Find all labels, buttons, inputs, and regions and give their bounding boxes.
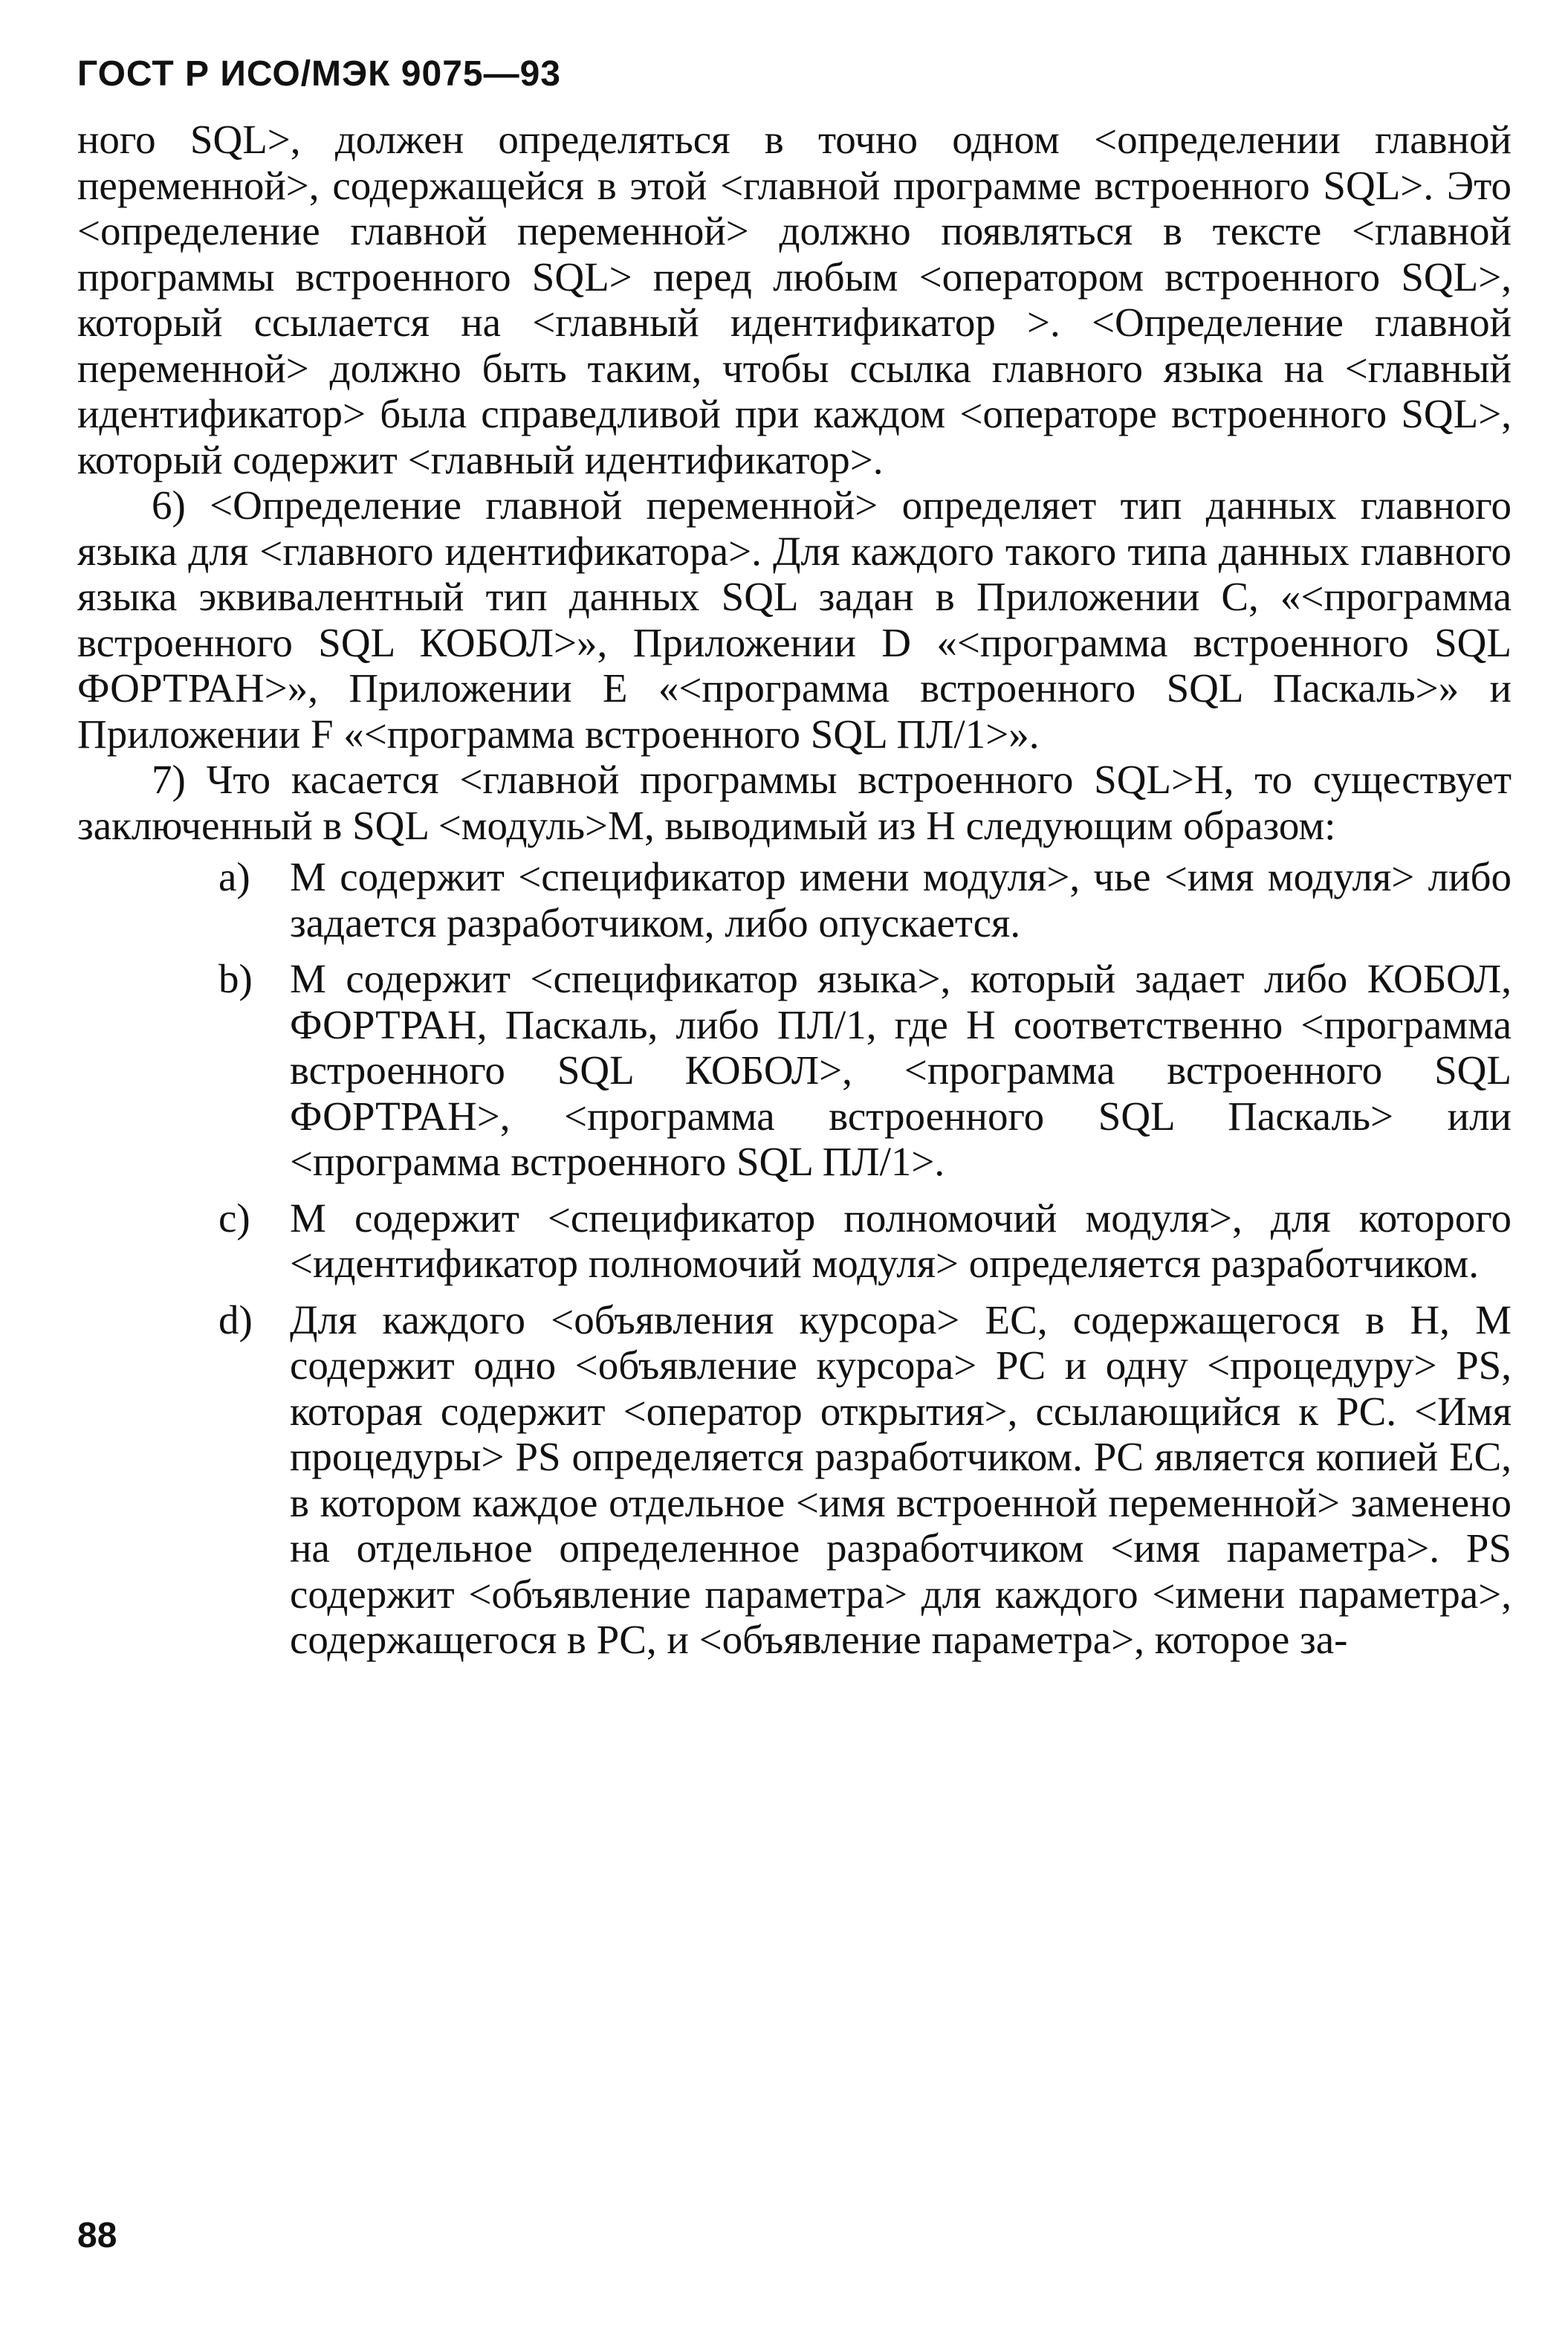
item-marker: b) [218, 956, 253, 1001]
page-number: 88 [77, 2216, 117, 2255]
item-marker: c) [218, 1195, 250, 1241]
list-item-a [77, 854, 1512, 946]
item-text: М содержит <спецификатор полномочий модуля>, для которого <идентификатор полномочий модуля> определяется разработчиком. [290, 1195, 1512, 1286]
item-marker: a) [218, 854, 250, 899]
item-list [77, 854, 1512, 1663]
item-text: Для каждого <объявления курсора> ЕС, содержащегося в Н, М содержит одно <объявление курсора> PC и одну <процедуру> PS, которая содержит <оператор открытия>, ссылающийся к PC. <Имя процедуры> PS определяется разработчиком. PC является копией ЕС, в котором каждое отдельное <имя встроенной переменной> заменено на отдельное определенное разработчиком <имя параметра>. PS содержит <объявление параметра> для каждого <имени параметра>, содержащегося в PC, и <объявление параметра>, которое за- [290, 1296, 1512, 1662]
document-page [77, 54, 1512, 1673]
item-text: М содержит <спецификатор языка>, который задает либо КОБОЛ, ФОРТРАН, Паскаль, либо ПЛ/1, где Н соответственно <программа встроенного SQL КОБОЛ>, <программа встроенного SQL ФОРТРАН>, <программа встроенного SQL Паскаль> или <программа встроенного SQL ПЛ/1>. [290, 956, 1512, 1184]
paragraph-7: 7) Что касается <главной программы встроенного SQL>H, то существует заключенный в SQL <модуль>M, выводимый из Н следующим образом: [77, 757, 1512, 848]
paragraph-6: 6) <Определение главной переменной> определяет тип данных главного языка для <главного идентификатора>. Для каждого такого типа данных главного языка эквивалентный тип данных SQL задан в Приложении С, «<программа встроенного SQL КОБОЛ>», Приложении D «<программа встроенного SQL ФОРТРАН>», Приложении Е «<программа встроенного SQL Паскаль>» и Приложении F «<программа встроенного SQL ПЛ/1>». [77, 482, 1512, 757]
list-item-b [77, 956, 1512, 1185]
item-marker: d) [218, 1296, 253, 1342]
item-text: М содержит <спецификатор имени модуля>, чье <имя модуля> либо задается разработчиком, либо опускается. [290, 854, 1512, 946]
list-item-d [77, 1297, 1512, 1663]
paragraph-continuation: ного SQL>, должен определяться в точно одном <определении главной переменной>, содержащейся в этой <главной программе встроенного SQL>. Это <определение главной переменной> должно появляться в тексте <главной программы встроенного SQL> перед любым <оператором встроенного SQL>, который ссылается на <главный идентификатор >. <Определение главной переменной> должно быть таким, чтобы ссылка главного языка на <главный идентификатор> была справедливой при каждом <операторе встроенного SQL>, который содержит <главный идентификатор>. [77, 117, 1512, 482]
list-item-c [77, 1195, 1512, 1287]
page-header: ГОСТ Р ИСО/МЭК 9075—93 [77, 54, 561, 94]
